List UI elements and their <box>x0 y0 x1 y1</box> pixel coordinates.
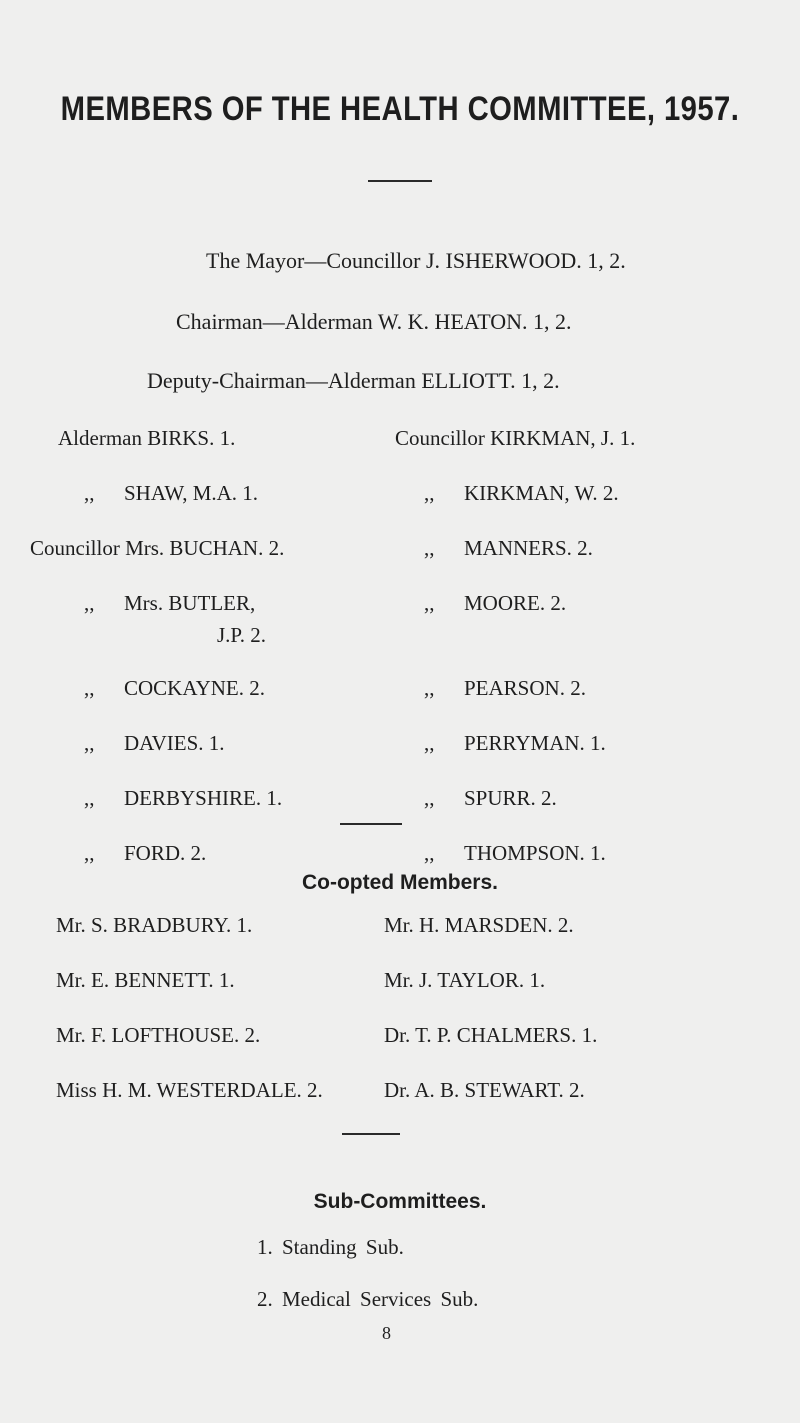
ditto-mark: ,, <box>84 731 95 755</box>
ditto-mark: ,, <box>424 481 435 505</box>
page-title: MEMBERS OF THE HEALTH COMMITTEE, 1957. <box>60 90 740 128</box>
ditto-mark: ,, <box>84 676 95 700</box>
list-item-continuation: J.P. 2. <box>217 623 267 647</box>
ditto-mark: ,, <box>84 841 95 865</box>
officer-deputy-chairman: Deputy-Chairman—Alderman ELLIOTT. 1, 2. <box>147 368 560 393</box>
list-item: Miss H. M. WESTERDALE. 2. <box>56 1078 323 1102</box>
list-item: ,, MANNERS. 2. <box>424 536 593 560</box>
divider-middle <box>340 823 402 825</box>
page-number: 8 <box>382 1323 391 1343</box>
ditto-mark: ,, <box>84 591 95 615</box>
list-item: ,, COCKAYNE. 2. <box>84 676 265 700</box>
subcommittee-item: 2. Medical Services Sub. <box>257 1287 479 1311</box>
list-item: ,, DAVIES. 1. <box>84 731 225 755</box>
ditto-mark: ,, <box>424 536 435 560</box>
list-item: ,, Mrs. BUTLER, <box>84 591 256 615</box>
list-item: Alderman BIRKS. 1. <box>58 426 236 450</box>
list-item: Dr. T. P. CHALMERS. 1. <box>384 1023 598 1047</box>
list-item: ,, FORD. 2. <box>84 841 207 865</box>
ditto-mark: ,, <box>84 481 95 505</box>
list-item: ,, MOORE. 2. <box>424 591 567 615</box>
ditto-mark: ,, <box>424 731 435 755</box>
list-item: ,, PEARSON. 2. <box>424 676 586 700</box>
list-item: Dr. A. B. STEWART. 2. <box>384 1078 585 1102</box>
coopted-heading: Co-opted Members. <box>301 871 498 894</box>
ditto-mark: ,, <box>84 786 95 810</box>
officer-mayor: The Mayor—Councillor J. ISHERWOOD. 1, 2. <box>206 248 626 273</box>
list-item: Mr. E. BENNETT. 1. <box>56 968 235 992</box>
divider-bottom <box>342 1133 400 1135</box>
list-item: ,, SPURR. 2. <box>424 786 557 810</box>
divider-top <box>368 180 432 182</box>
list-item: ,, PERRYMAN. 1. <box>424 731 606 755</box>
list-item: Councillor Mrs. BUCHAN. 2. <box>30 536 285 560</box>
ditto-mark: ,, <box>424 591 435 615</box>
list-item: ,, SHAW, M.A. 1. <box>84 481 259 505</box>
ditto-mark: ,, <box>424 841 435 865</box>
subcommittees-heading: Sub-Committees. <box>313 1190 487 1213</box>
ditto-mark: ,, <box>424 676 435 700</box>
ditto-mark: ,, <box>424 786 435 810</box>
officer-chairman: Chairman—Alderman W. K. HEATON. 1, 2. <box>176 309 572 334</box>
subcommittee-item: 1. Standing Sub. <box>257 1235 404 1259</box>
list-item: ,, KIRKMAN, W. 2. <box>424 481 619 505</box>
list-item: ,, DERBYSHIRE. 1. <box>84 786 283 810</box>
list-item: Mr. S. BRADBURY. 1. <box>56 913 253 937</box>
list-item: Mr. F. LOFTHOUSE. 2. <box>56 1023 261 1047</box>
list-item: Councillor KIRKMAN, J. 1. <box>395 426 636 450</box>
list-item: ,, THOMPSON. 1. <box>424 841 606 865</box>
list-item: Mr. H. MARSDEN. 2. <box>384 913 574 937</box>
list-item: Mr. J. TAYLOR. 1. <box>384 968 546 992</box>
